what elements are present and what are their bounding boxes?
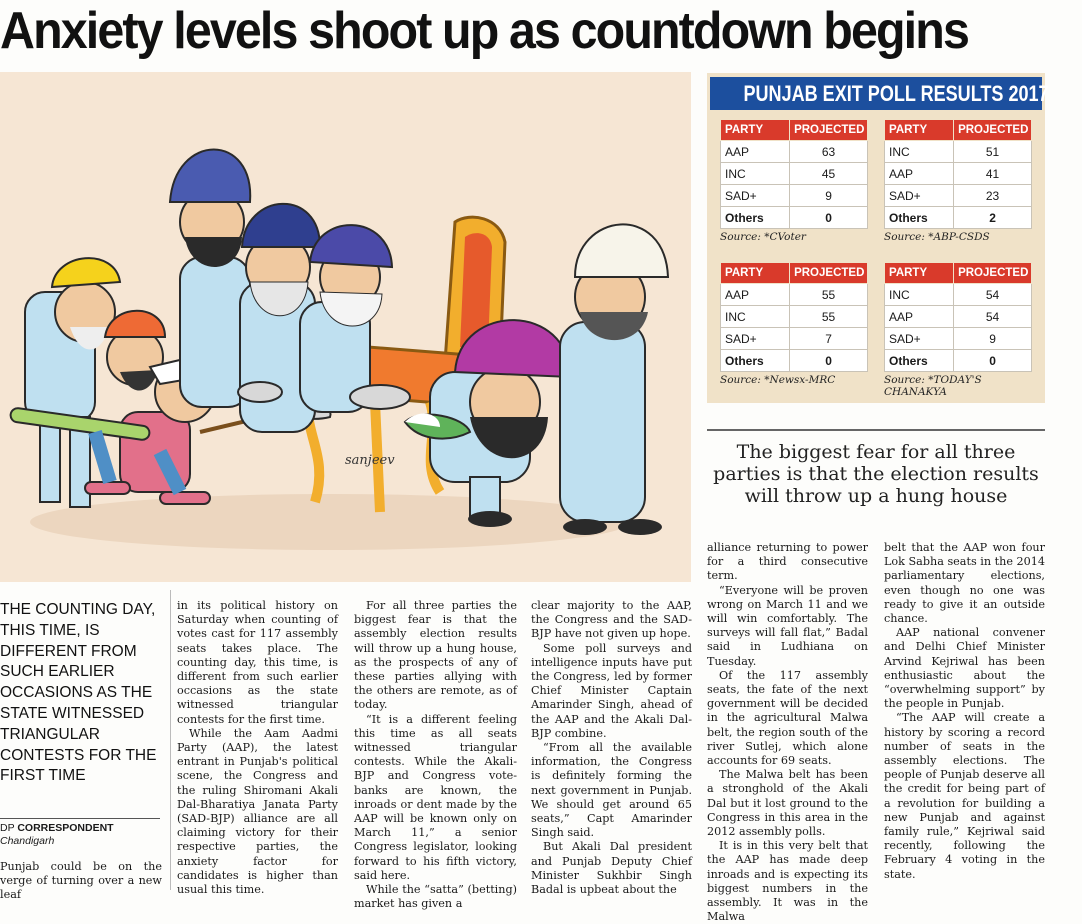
paragraph: But Akali Dal president and Punjab Deputy Chief Minister Sukhbir Singh Badal is upbeat about the — [531, 840, 692, 897]
cartoon-drawing — [0, 72, 691, 582]
poll-source: Source: *CVoter — [720, 231, 806, 243]
table-cell: 55 — [790, 306, 868, 328]
column-divider — [170, 590, 171, 890]
poll-title: PUNJAB EXIT POLL RESULTS 2017 — [710, 77, 1042, 110]
political-cartoon — [0, 72, 691, 582]
table-cell: INC — [721, 306, 790, 328]
table-cell: INC — [721, 163, 790, 185]
table-cell: 9 — [954, 328, 1032, 350]
paragraph: belt that the AAP won four Lok Sabha seats in the 2014 parliamentary elections, even though no one was ready to give it an outside chance. — [884, 541, 1045, 626]
exit-poll-box — [707, 73, 1049, 403]
table-cell: 41 — [954, 163, 1032, 185]
table-cell: 45 — [790, 163, 868, 185]
table-cell: 0 — [954, 350, 1032, 372]
paragraph: “It is a different feeling this time as all seats witnessed triangular contests. While the Akali-BJP and Congress vote-banks are known, the inroads or dent made by the AAP will be known only on March 11,” a senior Congress legislator, looking forward to his fifth victory, said here. — [354, 712, 517, 882]
paragraph: AAP national convener and Delhi Chief Minister Arvind Kejriwal has been enthusiastic about the “overwhelming support” by the people in Punjab. — [884, 626, 1045, 711]
table-cell: 9 — [790, 185, 868, 207]
poll-source: Source: *TODAY'S CHANAKYA — [884, 374, 982, 398]
paragraph: While the “satta” (betting) market has given a — [354, 883, 517, 911]
article-column-5 — [884, 541, 1045, 882]
article-column-2 — [354, 599, 517, 911]
table-cell: Others — [885, 207, 954, 229]
table-header-party: PARTY — [721, 120, 790, 141]
table-header-projected: PROJECTED — [790, 120, 868, 141]
table-cell: 23 — [954, 185, 1032, 207]
table-header-party: PARTY — [721, 263, 790, 284]
byline-author: DP CORRESPONDENT — [0, 822, 114, 834]
table-cell: AAP — [885, 163, 954, 185]
table-cell: Others — [721, 350, 790, 372]
table-cell: AAP — [721, 141, 790, 163]
paragraph: Of the 117 assembly seats, the fate of the next government will be decided in the agricultural Malwa belt, the region south of the river Sutlej, which alone accounts for 69 seats. — [707, 668, 868, 768]
paragraph: Punjab could be on the verge of turning over a new leaf — [0, 860, 162, 902]
paragraph: For all three parties the biggest fear is that the assembly election results will throw up a hung house, as the prospects of any of these parties allying with the others are remote, as of today. — [354, 599, 517, 712]
poll-source: Source: *Newsx-MRC — [720, 374, 836, 386]
pull-quote — [707, 429, 1045, 541]
article-column-4 — [707, 541, 868, 924]
table-cell: SAD+ — [885, 185, 954, 207]
poll-table-newsx-mrc — [720, 262, 868, 386]
paragraph: alliance returning to power for a third consecutive term. — [707, 541, 868, 583]
table-cell: SAD+ — [885, 328, 954, 350]
paragraph: It is in this very belt that the AAP has made deep inroads and is expecting its biggest numbers in the assembly. It was in the Malwa — [707, 839, 868, 924]
table-cell: 54 — [954, 284, 1032, 306]
table-header-projected: PROJECTED — [954, 120, 1032, 141]
table-cell: 0 — [790, 350, 868, 372]
pull-quote-text: The biggest fear for all three parties is that the election results will throw up a hung house — [713, 441, 1039, 507]
figure-navy-turban — [170, 150, 250, 408]
table-header-party: PARTY — [885, 120, 954, 141]
headline: Anxiety levels shoot up as countdown begins — [0, 2, 968, 60]
table-header-party: PARTY — [885, 263, 954, 284]
lead-paragraph — [0, 860, 162, 903]
paragraph: The Malwa belt has been a stronghold of the Akali Dal but it lost ground to the Congress in this area in the 2012 assembly polls. — [707, 768, 868, 839]
table-cell: INC — [885, 284, 954, 306]
paragraph: “Everyone will be proven wrong on March 11 and we will win comfortably. The surveys will fall flat,” Badal said in Ludhiana on Tuesday. — [707, 583, 868, 668]
table-cell: 0 — [790, 207, 868, 229]
paragraph: “The AAP will create a history by scoring a record number of seats in the assembly elections. The people of Punjab deserve all the credit for being part of a revolution for building a new Punjab and against family rule,” Kejriwal said recently, following the February 4 voting in the state. — [884, 711, 1045, 881]
poll-table-cvoter — [720, 119, 868, 243]
article-column-3 — [531, 599, 692, 897]
table-cell: Others — [885, 350, 954, 372]
figure-white-turban — [560, 224, 668, 535]
paragraph: in its political history on Saturday when counting of votes cast for 117 assembly seats takes place. The counting day, this time, is different from such earlier occasions as the state witnessed triangular contests for the first time. — [177, 599, 338, 726]
paragraph: Some poll surveys and intelligence inputs have put the Congress, led by former Chief Minister Captain Amarinder Singh, ahead of the AAP and the Akali Dal-BJP combine. — [531, 641, 692, 740]
article-column-1 — [177, 599, 338, 897]
table-cell: SAD+ — [721, 185, 790, 207]
paragraph: While the Aam Aadmi Party (AAP), the latest entrant in Punjab's political scene, the Congress and the ruling Shiromani Akali Dal-Bharatiya Janata Party (SAD-BJP) alliance are all claiming victory for their respective parties, the anxiety factor for candidates is higher than usual this time. — [177, 726, 338, 897]
paragraph: clear majority to the AAP, the Congress and the SAD-BJP have not given up hope. — [531, 599, 692, 641]
table-cell: 2 — [954, 207, 1032, 229]
cartoonist-signature: sanjeev — [345, 453, 395, 468]
table-cell: AAP — [885, 306, 954, 328]
table-cell: Others — [721, 207, 790, 229]
table-cell: 51 — [954, 141, 1032, 163]
byline — [0, 818, 160, 847]
table-cell: SAD+ — [721, 328, 790, 350]
table-cell: 63 — [790, 141, 868, 163]
story-dek: THE COUNTING DAY, THIS TIME, IS DIFFERENT FROM SUCH EARLIER OCCASIONS AS THE STATE WITNESSED TRIANGULAR CONTESTS FOR THE FIRST TIME — [0, 601, 157, 785]
poll-source: Source: *ABP-CSDS — [884, 231, 990, 243]
table-cell: 54 — [954, 306, 1032, 328]
byline-dateline: Chandigarh — [0, 835, 55, 847]
table-header-projected: PROJECTED — [954, 263, 1032, 284]
table-header-projected: PROJECTED — [790, 263, 868, 284]
table-cell: 55 — [790, 284, 868, 306]
paragraph: “From all the available information, the Congress is definitely forming the next government in Punjab. We should get around 65 seats,” Capt Amarinder Singh said. — [531, 741, 692, 840]
table-cell: INC — [885, 141, 954, 163]
poll-table-abp-csds — [884, 119, 1032, 243]
table-cell: 7 — [790, 328, 868, 350]
poll-table-todays-chanakya — [884, 262, 1032, 398]
table-cell: AAP — [721, 284, 790, 306]
